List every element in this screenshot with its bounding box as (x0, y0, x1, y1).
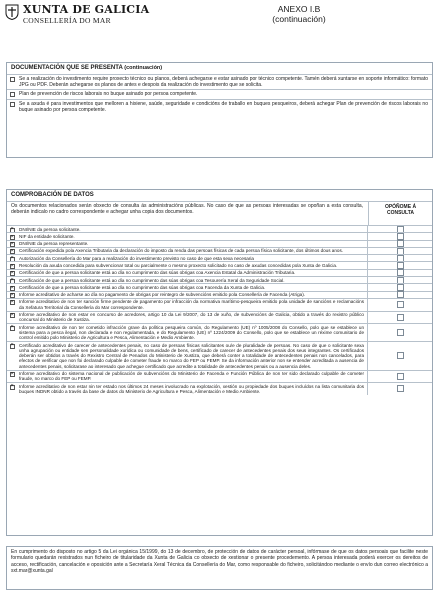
column-divider (367, 299, 368, 311)
verification-item (7, 276, 432, 283)
oppose-consultation-checkbox[interactable] (397, 314, 404, 321)
column-divider (367, 383, 368, 395)
annex-heading (254, 4, 344, 24)
verification-item (7, 291, 432, 298)
verification-item (7, 261, 432, 268)
verification-item-text: DNI/NIE da persoa representante. (19, 241, 89, 247)
check-mark-icon: × (10, 284, 14, 291)
documentation-title (7, 63, 432, 74)
documentation-item (7, 74, 432, 89)
verification-section (6, 189, 433, 536)
check-mark-icon: × (10, 291, 14, 298)
check-mark-icon: × (10, 370, 14, 377)
verification-mark-checkbox[interactable] (10, 344, 15, 349)
documentation-item (7, 89, 432, 98)
page-header (0, 0, 439, 36)
verification-item (7, 311, 432, 324)
column-divider (367, 312, 368, 324)
verification-mark-checkbox[interactable] (10, 372, 15, 377)
oppose-consultation-checkbox[interactable] (397, 352, 404, 359)
data-protection-notice: En cumprimento do disposto no artigo 5 da Lei orgánica 15/1999, do 13 de decembro, de protección de datos de carácter persoal, infórmase de que os datos persoais que facilite neste formulario quedarán rexistrados nun ficheiro de titularidade da Xunta de Galicia co obxecto de xestionar o presente procedemento. A persoa interesada poderá exercer os dereitos de acceso, rectificación, cancelación e oposición ante a Secretaría Xeral Técnica da Consellería do Mar, como responsable do ficheiro, solicitándoo mediante o envío dun correo electrónico a sxt.mar@xunta.gal (6, 546, 433, 590)
documentation-item-text: Se a realización do investimento require proxecto técnico ou planos, deberá achegarse e estar asinado por técnico competente. Tamén deberá xuntarse en soporte informático: formato JPG ou PDF. Deberán achegarse os planos de antes e despois da realización do investimento que se solicita. (19, 76, 428, 89)
documentation-title-suffix: (continuación) (124, 65, 163, 71)
oppose-header-line1: OPÓÑOME Á (384, 204, 417, 210)
verification-item-text: DNI/NIE da persoa solicitante. (19, 226, 81, 232)
verification-item (7, 269, 432, 276)
verification-item-text: Informe acreditativo de acharse ao día no pagamento de obrigas por reintegro de subvencións emitido pola Consellería de Facenda (Atriga). (19, 292, 306, 298)
annex-subtitle: (continuación) (272, 14, 326, 24)
verification-item-text: Informe acreditativo de non ter cometido infracción grave da política pesqueira común, do Regulamento (UE) nº 1005/2008 do Consello, polo que se establece un sistema para a pesca ilegal, non declarada e non regulamentada, e do Regulamento (UE) nº 1224/2009 do Consello, polo que se establece un réxime comunitario de control emitido polo Ministerio de Agricultura e Pesca, Alimentación e Medio Ambiente. (19, 324, 364, 341)
verification-item-text: Certificación de que a persoa solicitante está ao día no cumprimento das súas obrigas coa Facenda da Xunta de Galicia. (19, 284, 266, 290)
verification-item (7, 247, 432, 254)
verification-header (7, 201, 432, 225)
verification-item-text: Informe acreditativo do sistema nacional de publicación de subvencións do Ministerio de Facenda e Función Pública de non ter sido declarado culpable de cometer fraude, no marco do FEP ou FEMP. (19, 371, 364, 382)
check-mark-icon: × (10, 240, 14, 247)
check-mark-icon: × (10, 262, 14, 269)
verification-item-text: Informe acreditativo de non estar en concurso de acredores, artigo 10 da Lei 9/2007, do 13 de xuño, de subvencións de Galicia, obtido a través do rexistro público concursal do Ministerio de Xustiza. (19, 312, 364, 323)
verification-item-text: Informe acreditativo de non estar nin ter estado nos últimos 24 meses involucrado na explotación, xestión ou propiedade dos buques incluídos na lista comunitaria dos buques INDNR obtido a través da base de datos do Ministerio de Agricultura e Pesca, Alimentación e Medio Ambiente. (19, 383, 364, 394)
verification-item-text: NIF da entidade solicitante. (19, 233, 75, 239)
documentation-title-text: DOCUMENTACIÓN QUE SE PRESENTA (11, 65, 123, 71)
verification-mark-checkbox[interactable] (10, 385, 15, 390)
verification-item (7, 370, 432, 383)
oppose-consultation-checkbox[interactable] (397, 329, 404, 336)
check-mark-icon: × (10, 277, 14, 284)
column-divider (367, 342, 368, 369)
check-mark-icon: × (10, 248, 14, 255)
documentation-checkbox[interactable] (10, 102, 15, 107)
verification-title: COMPROBACIÓN DE DATOS (11, 192, 94, 198)
logo-subtitle: CONSELLERÍA DO MAR (23, 16, 111, 25)
verification-item (7, 298, 432, 311)
verification-list (7, 225, 432, 395)
annex-title: ANEXO I.B (277, 4, 321, 14)
verification-item-text: Informe acreditativo de non ter sanción firme pendente de pagamento por infracción da normativa marítimo-pesqueira emitido pola unidade de sancións e reclamacións da Xefatura Territorial da Consellería do Mar correspondente. (19, 299, 364, 310)
verification-intro: Os documentos relacionados serán obxecto de consulta ás administracións públicas. No caso de que as persoas interesadas se opoñan a esta consulta, deberán indicalo no cadro correspondente e achegar unha copia dos documentos. (11, 203, 363, 216)
verification-item (7, 254, 432, 261)
verification-item (7, 232, 432, 239)
check-mark-icon: × (10, 311, 14, 318)
check-mark-icon: × (10, 255, 14, 262)
verification-mark-checkbox[interactable] (10, 326, 15, 331)
check-mark-icon: × (10, 342, 14, 349)
verification-item-text: Autorización da Consellería do Mar para a realización do investimento previsto no caso de que esta sexa necesaria (19, 255, 254, 261)
documentation-item (7, 99, 432, 114)
documentation-item-text: Plan de prevención de riscos laborais no buque asinado por persoa competente. (19, 91, 198, 98)
verification-item (7, 240, 432, 247)
logo-title: XUNTA DE GALICIA (23, 3, 150, 16)
verification-item (7, 382, 432, 395)
check-mark-icon: × (10, 324, 14, 331)
check-mark-icon: × (10, 233, 14, 240)
check-mark-icon: × (10, 299, 14, 306)
verification-item (7, 283, 432, 290)
check-mark-icon: × (10, 226, 14, 233)
documentation-checkbox[interactable] (10, 77, 15, 82)
oppose-column-header (368, 201, 432, 226)
documentation-item-text: Se a axuda é para investimentos que melloren a hixiene, saúde, seguridade e condicións de traballo en buques pesqueiros, deberá achegar Plan de prevención de riscos laborais no buque asinado por persoa competente. (19, 100, 428, 113)
documentation-section (6, 62, 433, 158)
verification-item (7, 323, 432, 341)
oppose-consultation-checkbox[interactable] (397, 373, 404, 380)
oppose-header-line2: CONSULTA (386, 210, 415, 217)
column-divider (367, 371, 368, 383)
check-mark-icon: × (10, 269, 14, 276)
verification-item-text: Certificación de que a persoa solicitante está ao día no cumprimento das súas obrigas coa Tesourería Xeral da Seguridade Social. (19, 277, 285, 283)
xunta-logo-icon (5, 4, 19, 20)
check-mark-icon: × (10, 383, 14, 390)
oppose-consultation-checkbox[interactable] (397, 301, 404, 308)
verification-item (7, 341, 432, 369)
verification-item-text: Certificación expedida pola Axencia Tributaria da declaración do imposto da renda das persoas físicas de cada persoa física solicitante, dos últimos dous anos. (19, 248, 344, 254)
verification-item-text: Certificado acreditativo de carecer de antecedentes penais, no caso de persoas físicas solicitantes ou/e de pluralidade de persoas. No caso de que o solicitante sexa unha agrupación ou entidade sen personalidade xurídica ou comunidade de bens, certificado de carecer de antecedentes penais dos seus integrantes. Os certificados deberán ser obtidos a través do Rexistro Central de Penados do Ministerio de Xustiza, que deberá conter a totalidade de antecedentes penais non cancelados, para efectos de verificar que non foi declarado culpable de cometer fraude no marco do FEP ou FEMP. Se da información anterior non se entender acreditada a ausencia de antecedentes penais, solicitarase ao interesado que achegue certificado que acredite a totalidade de antecedentes penais ou a ausencia deles. (19, 342, 364, 369)
verification-item-text: Certificación de que a persoa solicitante está ao día no cumprimento das súas obrigas coa Axencia Estatal da Administración Tributaria. (19, 270, 296, 276)
verification-item-text: Resolución da axuda concedida para subvencionar total ou parcialmente o mesmo proxecto solicitado no caso de axudas concedidas pola Xunta de Galicia. (19, 262, 338, 268)
oppose-consultation-checkbox[interactable] (397, 385, 404, 392)
verification-item (7, 225, 432, 232)
verification-mark-checkbox[interactable] (10, 313, 15, 318)
documentation-checkbox[interactable] (10, 92, 15, 97)
column-divider (367, 324, 368, 341)
verification-mark-checkbox[interactable] (10, 300, 15, 305)
